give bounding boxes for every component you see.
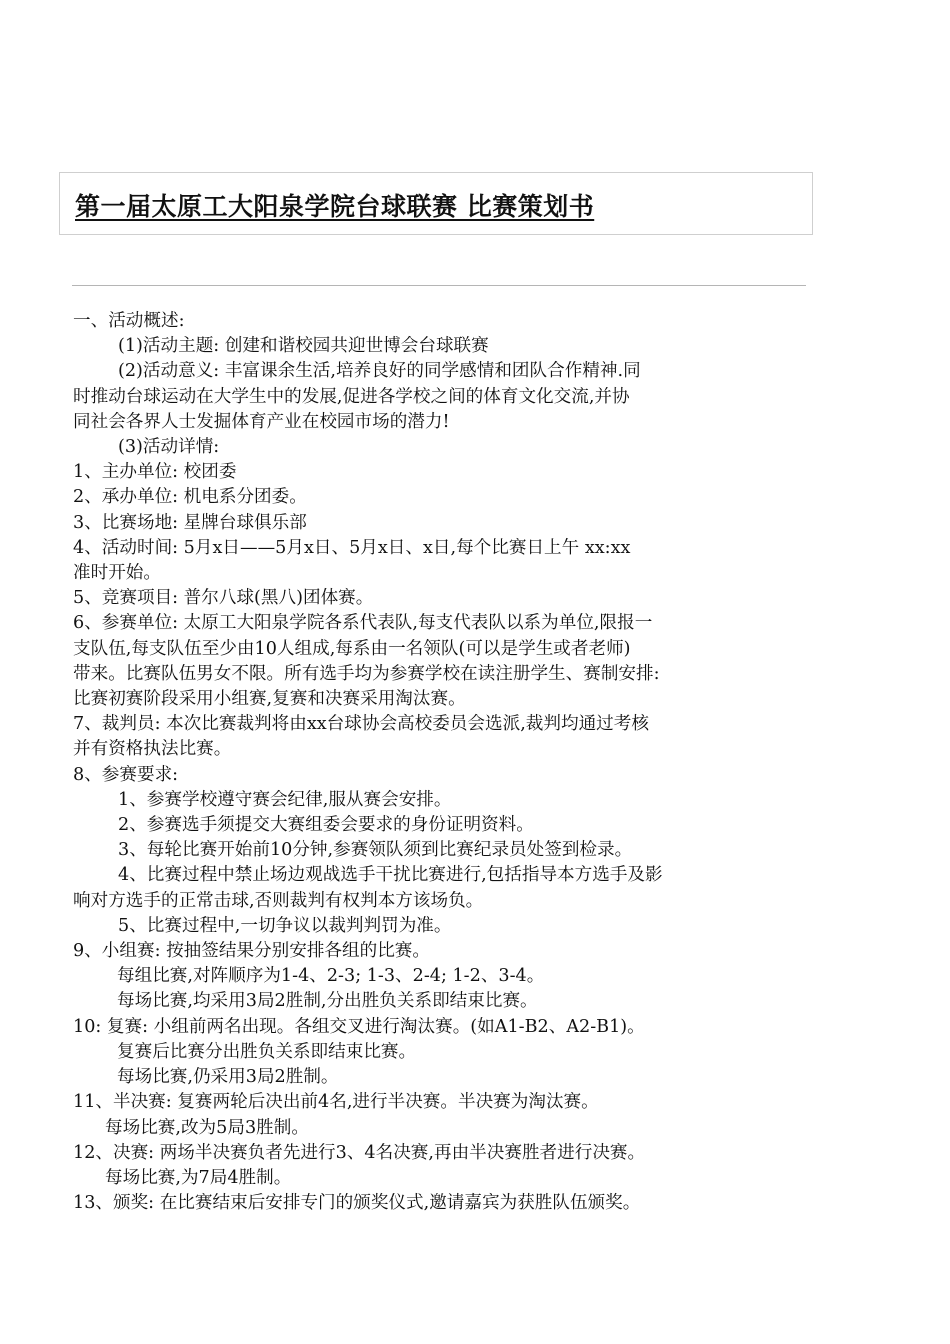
body-line: 响对方选手的正常击球,否则裁判有权判本方该场负。 (73, 890, 484, 911)
body-line: 11、半决赛: 复赛两轮后决出前4名,进行半决赛。半决赛为淘汰赛。 (73, 1092, 599, 1113)
body-line: 13、颁奖: 在比赛结束后安排专门的颁奖仪式,邀请嘉宾为获胜队伍颁奖。 (73, 1193, 641, 1214)
body-line: 并有资格执法比赛。 (73, 739, 232, 760)
body-line: 3、比赛场地: 星牌台球俱乐部 (73, 512, 307, 533)
document-title: 第一届太原工大阳泉学院台球联赛 比赛策划书 (75, 192, 595, 221)
body-line: 支队伍,每支队伍至少由10人组成,每系由一名领队(可以是学生或者老师) (73, 638, 631, 659)
body-line: 4、活动时间: 5月x日——5月x日、5月x日、x日,每个比赛日上午 xx:xx (73, 537, 631, 558)
body-line: 每场比赛,均采用3局2胜制,分出胜负关系即结束比赛。 (117, 991, 538, 1012)
body-line: 5、竞赛项目: 普尔八球(黑八)团体赛。 (73, 588, 374, 609)
title-box (59, 172, 813, 235)
body-line: (3)活动详情: (118, 437, 220, 458)
body-line: (1)活动主题: 创建和谐校园共迎世博会台球联赛 (118, 336, 489, 357)
body-line: 一、活动概述: (73, 311, 185, 331)
body-line: 1、参赛学校遵守赛会纪律,服从赛会安排。 (118, 789, 452, 810)
body-line: 9、小组赛: 按抽签结果分别安排各组的比赛。 (73, 941, 430, 962)
body-line: 每场比赛,仍采用3局2胜制。 (117, 1067, 339, 1088)
body-line: 2、承办单位: 机电系分团委。 (73, 487, 307, 508)
body-line: 复赛后比赛分出胜负关系即结束比赛。 (117, 1041, 417, 1062)
body-line: 准时开始。 (73, 563, 161, 584)
body-line: 2、参赛选手须提交大赛组委会要求的身份证明资料。 (118, 815, 534, 836)
body-line: 10: 复赛: 小组前两名出现。各组交叉进行淘汰赛。(如A1-B2、A2-B1)。 (73, 1016, 645, 1037)
body-line: 8、参赛要求: (73, 764, 179, 785)
body-line: 每组比赛,对阵顺序为1-4、2-3; 1-3、2-4; 1-2、3-4。 (117, 966, 545, 987)
body-line: 12、决赛: 两场半决赛负者先进行3、4名决赛,再由半决赛胜者进行决赛。 (73, 1142, 646, 1163)
body-line: 1、主办单位: 校团委 (73, 462, 237, 483)
body-line: (2)活动意义: 丰富课余生活,培养良好的同学感情和团队合作精神.同 (118, 361, 641, 382)
horizontal-divider (72, 285, 806, 286)
body-line: 同社会各界人士发掘体育产业在校园市场的潜力! (73, 411, 450, 432)
body-line: 比赛初赛阶段采用小组赛,复赛和决赛采用淘汰赛。 (73, 689, 466, 710)
body-line: 6、参赛单位: 太原工大阳泉学院各系代表队,每支代表队以系为单位,限报一 (73, 613, 653, 634)
body-line: 时推动台球运动在大学生中的发展,促进各学校之间的体育文化交流,并协 (73, 386, 630, 407)
body-line: 每场比赛,改为5局3胜制。 (105, 1117, 309, 1138)
body-line: 带来。比赛队伍男女不限。所有选手均为参赛学校在读注册学生、赛制安排: (73, 663, 660, 684)
body-line: 4、比赛过程中禁止场边观战选手干扰比赛进行,包括指导本方选手及影 (118, 865, 663, 886)
body-line: 5、比赛过程中,一切争议以裁判判罚为准。 (118, 915, 452, 936)
body-line: 7、裁判员: 本次比赛裁判将由xx台球协会高校委员会选派,裁判均通过考核 (73, 714, 649, 735)
document-body (73, 309, 813, 1216)
body-line: 每场比赛,为7局4胜制。 (105, 1167, 292, 1188)
body-line: 3、每轮比赛开始前10分钟,参赛领队须到比赛纪录员处签到检录。 (118, 840, 633, 861)
